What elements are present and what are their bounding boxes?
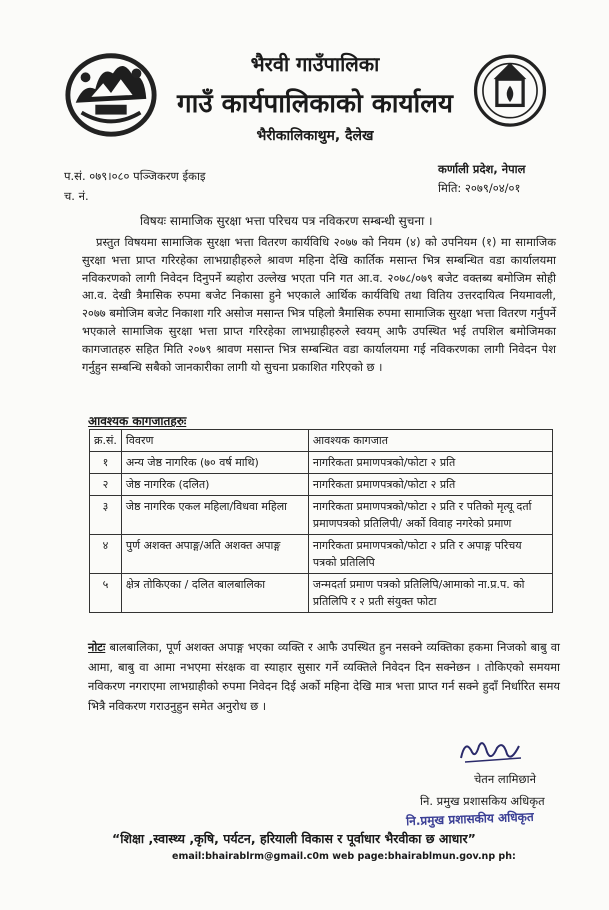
government-emblem-icon xyxy=(62,44,160,142)
row-documents: नागरिकता प्रमाणपत्रको/फोटा २ प्रति xyxy=(308,474,552,496)
reference-number: प.सं. ०७९।०८० पञ्जिकरण ईकाइ xyxy=(64,169,206,183)
row-sn: ३ xyxy=(90,496,122,535)
row-description: जेष्ठ नागरिक (दलित) xyxy=(121,474,308,496)
header-description: विवरण xyxy=(121,430,308,452)
requirements-title: आवश्यक कागजातहरुः xyxy=(88,414,187,428)
row-description: जेष्ठ नागरिक एकल महिला/विधवा महिला xyxy=(121,496,308,535)
footer-slogan: “शिक्षा ,स्वास्थ्य ,कृषि, पर्यटन, हरियाली विकास र पूर्वाधार भैरवीका छ आधार” xyxy=(112,831,476,846)
row-sn: ४ xyxy=(90,535,122,574)
row-sn: १ xyxy=(90,452,122,474)
municipality-name: भैरवी गाउँपालिका xyxy=(250,52,380,76)
official-stamp: नि.प्रमुख प्रशासकीय अधिकृत xyxy=(405,809,534,829)
row-documents: जन्मदर्ता प्रमाण पत्रको प्रतिलिपि/आमाको ना.प्र.प. को प्रतिलिपि र २ प्रती संयुक्त फोटा xyxy=(308,574,552,613)
signatory-name: चेतन लामिछाने xyxy=(474,772,536,786)
row-documents: नागरिकता प्रमाणपत्रको/फोटा २ प्रति र पतिको मृत्यू दर्ता प्रमाणपत्रको प्रतिलिपी/ अर्को विवाह नगरेको प्रमाण xyxy=(308,496,552,535)
note-block xyxy=(88,638,560,716)
reference-block xyxy=(64,166,206,206)
row-documents: नागरिकता प्रमाणपत्रको/फोटा २ प्रति xyxy=(308,452,552,474)
table-row xyxy=(90,452,553,474)
subject-line: विषयः सामाजिक सुरक्षा भत्ता परिचय पत्र नविकरण सम्बन्धी सुचना । xyxy=(140,214,433,228)
location-date-block xyxy=(438,160,525,198)
footer-contact: email:bhairablrm@gmail.c0m web page:bhairablmun.gov.np ph: xyxy=(172,851,516,862)
table-row xyxy=(90,574,553,613)
municipality-logo-icon xyxy=(469,48,551,130)
notice-date: मिति: २०७९/०४/०१ xyxy=(438,181,521,195)
handwritten-signature xyxy=(455,736,527,768)
dispatch-number: च. नं. xyxy=(64,189,89,203)
row-description: पुर्ण अशक्त अपाङ्ग/अति अशक्त अपाङ्ग xyxy=(121,535,308,574)
note-text: बालबालिका, पूर्ण अशक्त अपाङ्ग भएका व्यक्ति र आफै उपस्थित हुन नसक्ने व्यक्तिका हकमा निजको बाबु वा आमा, बाबु वा आमा नभएमा संरक्षक वा स्याहार सुसार गर्ने व्यक्तिले निवेदन दिन सक्नेछन । तोकिएको समयमा नविकरण नगराएमा लाभग्राहीको रुपमा निवेदन दिई अर्को महिना देखि मात्र भत्ता प्राप्त गर्न सक्ने हुदाँ निर्धारित समय भित्रै नविकरण गराउनुहुन समेत अनुरोध छ । xyxy=(88,640,560,713)
row-documents: नागरिकता प्रमाणपत्रको/फोटा २ प्रति र अपाङ्ग परिचय पत्रको प्रतिलिपि xyxy=(308,535,552,574)
office-address: भैरीकालिकाथुम, दैलेख xyxy=(256,128,374,144)
body-paragraph: प्रस्तुत विषयमा सामाजिक सुरक्षा भत्ता वितरण कार्यविधि २०७७ को नियम (४) को उपनियम (१) मा सामाजिक सुरक्षा भत्ता प्राप्त गरिरहेका लाभग्राहीहरुले श्रावण महिना देखि कार्तिक मसान्त भित्र सम्बन्धित वडा कार्यालयमा नविकरणको लागी निवेदन दिनुपर्ने ब्यहोरा उल्लेख भएता पनि गत आ.व. २०७८/०७९ बजेट वक्तब्य बमोजिम सोही आ.व. देखी त्रैमासिक रुपमा बजेट निकासा हुने भएकाले आर्थिक कार्यविधि तथा वितिय उत्तरदायित्व नियमावली, २०७७ बमोजिम बजेट निकाशा गरि असोज मसान्त भित्र पहिलो त्रैमासिक रुपमा सामाजिक सुरक्षा भत्ता वितरण गर्नुपर्ने भएकाले सामाजिक सुरक्षा भत्ता प्राप्त गरिरहेका लाभग्राहीहरुले स्वयम् आफै उपस्थित भई तपशिल बमोजिमका कागजातहरु सहित मिति २०७९ श्रावण मसान्त भित्र सम्बन्धित वडा कार्यालयमा गई नविकरणका लागी निवेदन पेश गर्नुहुन सम्बन्धि सबैको जानकारीका लागी यो सुचना प्रकाशित गरिएको छ । xyxy=(82,235,556,374)
row-sn: २ xyxy=(90,474,122,496)
requirements-table xyxy=(89,429,553,613)
office-name: गाउँ कार्यपालिकाको कार्यालय xyxy=(177,89,453,119)
table-header-row xyxy=(90,430,553,452)
row-description: अन्य जेष्ठ नागरिक (७० वर्ष माथि) xyxy=(121,452,308,474)
table-row xyxy=(90,535,553,574)
row-sn: ५ xyxy=(90,574,122,613)
province: कर्णाली प्रदेश, नेपाल xyxy=(438,162,526,176)
table-row xyxy=(90,474,553,496)
header-documents: आवश्यक कागजात xyxy=(308,430,552,452)
table-row xyxy=(90,496,553,535)
row-description: क्षेत्र तोकिएका / दलित बालबालिका xyxy=(121,574,308,613)
header-sn: क्र.सं. xyxy=(90,430,122,452)
body-text xyxy=(82,234,556,376)
note-label: नोटः xyxy=(88,640,106,654)
signatory-title: नि. प्रमुख प्रशासकिय अधिकृत xyxy=(420,794,545,808)
